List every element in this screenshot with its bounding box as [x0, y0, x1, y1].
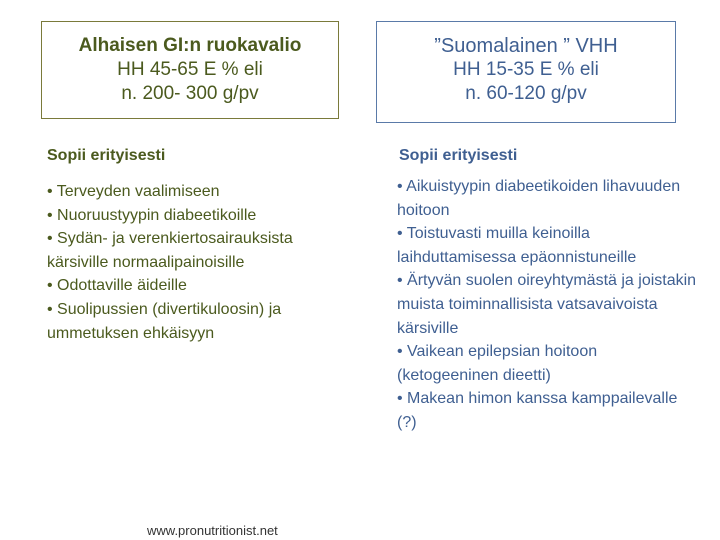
right-carb-grams: n. 60-120 g/pv: [465, 83, 587, 104]
list-item: • Toistuvasti muilla keinoilla laihduttamisessa epäonnistuneille: [397, 225, 637, 266]
list-item: • Vaikean epilepsian hoitoon (ketogeeninen dieetti): [397, 343, 598, 384]
left-section-heading: Sopii erityisesti: [47, 147, 166, 164]
list-item: • Suolipussien (divertikuloosin) ja ummetuksen ehkäisyyn: [47, 300, 282, 342]
right-diet-title: ”Suomalainen ” VHH: [434, 35, 618, 57]
left-bullet-list: [47, 180, 347, 345]
list-item: • Ärtyvän suolen oireyhtymästä ja joistakin muista toiminnallisista vatsavaivoista kärsiville: [397, 272, 697, 337]
list-item: • Makean himon kanssa kamppailevalle (?): [397, 390, 678, 431]
footer-website: www.pronutritionist.net: [147, 523, 278, 538]
right-carb-percent: HH 15-35 E % eli: [453, 59, 599, 80]
right-section-heading: Sopii erityisesti: [399, 147, 518, 164]
list-item: • Odottaville äideille: [47, 277, 187, 295]
list-item: • Terveyden vaalimiseen: [47, 183, 220, 200]
left-carb-grams: n. 200- 300 g/pv: [121, 83, 259, 104]
list-item: • Sydän- ja verenkiertosairauksista kärsiville normaalipainoisille: [47, 230, 293, 271]
right-diet-box: [376, 21, 676, 123]
right-bullet-list: [397, 175, 697, 435]
left-diet-title: Alhaisen GI:n ruokavalio: [78, 35, 302, 56]
list-item: • Nuoruustyypin diabeetikoille: [47, 206, 257, 224]
left-diet-box: [41, 21, 339, 119]
left-carb-percent: HH 45-65 E % eli: [117, 59, 263, 80]
list-item: • Aikuistyypin diabeetikoiden lihavuuden hoitoon: [397, 178, 681, 219]
